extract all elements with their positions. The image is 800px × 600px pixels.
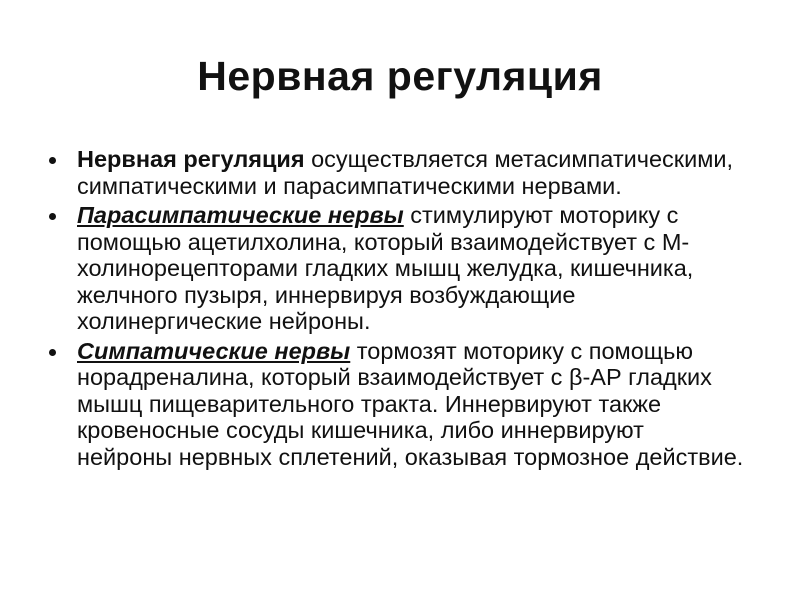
bullet-item-nervous-regulation	[44, 146, 744, 199]
bullet-term: Симпатические нервы	[77, 337, 351, 364]
bullet-dot-icon	[49, 213, 56, 220]
bullet-dot-icon	[49, 349, 56, 356]
bullet-text: тормозят моторику с помощью норадреналина, который взаимодействует с β-АР гладких мышц пищеварительного тракта. Иннервируют также кровеносные сосуды кишечника, либо иннервируют нейроны нервных сплетений, оказывая тормозное действие.	[77, 337, 744, 470]
slide-title: Нервная регуляция	[197, 53, 603, 99]
bullet-term: Парасимпатические нервы	[77, 202, 404, 228]
bullet-text: осуществляется метасимпатическими, симпатическими и парасимпатическими нервами.	[77, 146, 734, 199]
bullet-dot-icon	[49, 157, 56, 164]
bullet-text: стимулируют моторику с помощью ацетилхолина, который взаимодействует с М-холинорецепторами гладких мышц желудка, кишечника, желчного пузыря, иннервируя возбуждающие холинергические нейроны.	[77, 202, 694, 334]
bullet-term: Нервная регуляция	[77, 146, 305, 172]
bullet-list	[44, 146, 744, 473]
bullet-item-sympathetic	[44, 338, 744, 471]
bullet-item-parasympathetic	[44, 202, 744, 335]
